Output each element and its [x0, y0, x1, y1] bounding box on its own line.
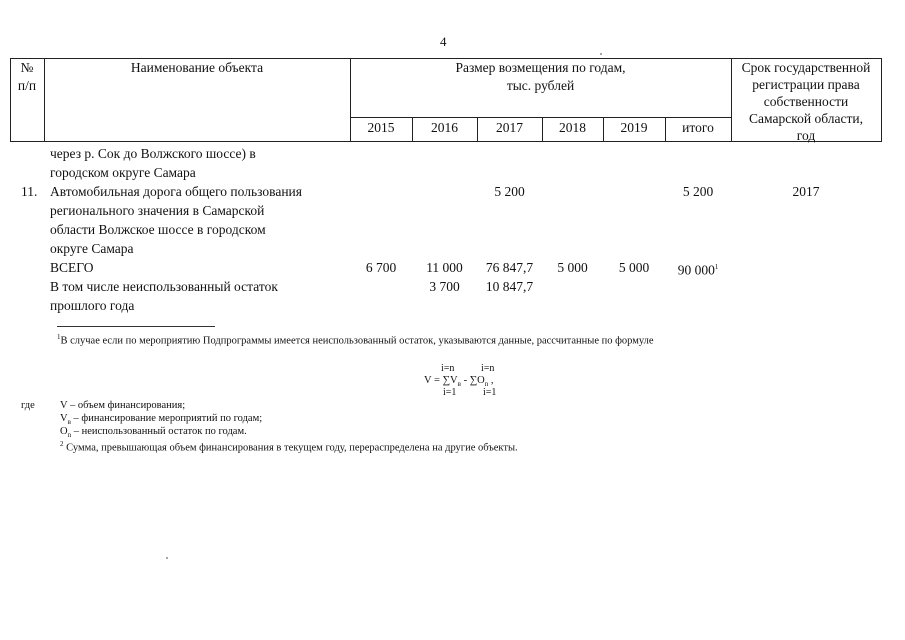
formula-main: $V = \sum V_в - \sum O_n$ , [424, 375, 494, 389]
header-year-2019: 2019 [620, 120, 648, 135]
years-divider [350, 117, 731, 118]
unused-2016: 3 700 [429, 279, 460, 294]
row-11-term: 2017 [792, 184, 820, 199]
row-11-num: 11. [21, 184, 38, 199]
header-year-2015: 2015 [367, 120, 395, 135]
total-2017: 76 847,7 [485, 260, 534, 275]
footnote-1: $^1$В случае если по мероприятию Подпрограммы имеется неиспользованный остаток, указываются данные, рассчитанные по формуле [57, 333, 654, 347]
definition-on: $O_n$ – неиспользованный остаток по годам. [60, 426, 247, 440]
header-num-col: № п/п [17, 60, 37, 93]
definition-vb: $V_в$ – финансирование мероприятий по годам; [60, 413, 263, 427]
row-11-name: Автомобильная дорога общего пользования регионального значения в Самарской области Волжское шоссе в городском округе Самара [50, 184, 302, 256]
footnote-2: $^2$ Сумма, превышающая объем финансирования в текущем году, перераспределена на другие объекты. [60, 440, 518, 454]
total-2016: 11 000 [426, 260, 463, 275]
header-year-2017: 2017 [496, 120, 523, 135]
header-term-col: Срок государственной регистрации права собственности Самарской области, год [741, 60, 871, 143]
total-2018: 5 000 [557, 260, 588, 275]
header-year-2018: 2018 [559, 120, 586, 135]
total-sum: 90 $000^1$ [677, 262, 719, 278]
scan-speck [600, 53, 602, 55]
header-amount-col: Размер возмещения по годам, тыс. рублей [455, 60, 626, 93]
total-2015: 6 700 [365, 260, 397, 275]
continuation-text: через р. Сок до Волжского шоссе) в городском округе Самара [50, 146, 256, 180]
footnote-separator [57, 326, 215, 327]
definition-v: V – объем финансирования; [60, 400, 186, 411]
formula-lim-top-1: i=n [441, 363, 455, 374]
formula-lim-bot-2: i=1 [483, 387, 497, 398]
formula-lim-top-2: i=n [481, 363, 495, 374]
header-year-2016: 2016 [431, 120, 458, 135]
header-total: итого [682, 120, 714, 135]
unused-label: В том числе неиспользованный остаток прошлого года [50, 279, 278, 313]
row-11-total: 5 200 [682, 184, 714, 199]
unused-2017: 10 847,7 [485, 279, 534, 294]
where-label: где [21, 400, 35, 411]
total-2019: 5 000 [618, 260, 650, 275]
table-right-border [881, 58, 882, 141]
header-name-col: Наименование объекта [130, 60, 264, 75]
page-number: 4 [440, 34, 447, 49]
total-label: ВСЕГО [50, 260, 94, 275]
scan-speck [166, 557, 168, 559]
row-11-2017: 5 200 [494, 184, 525, 199]
footnote-ref-1: 1 [714, 263, 719, 271]
formula-lim-bot-1: i=1 [443, 387, 457, 398]
